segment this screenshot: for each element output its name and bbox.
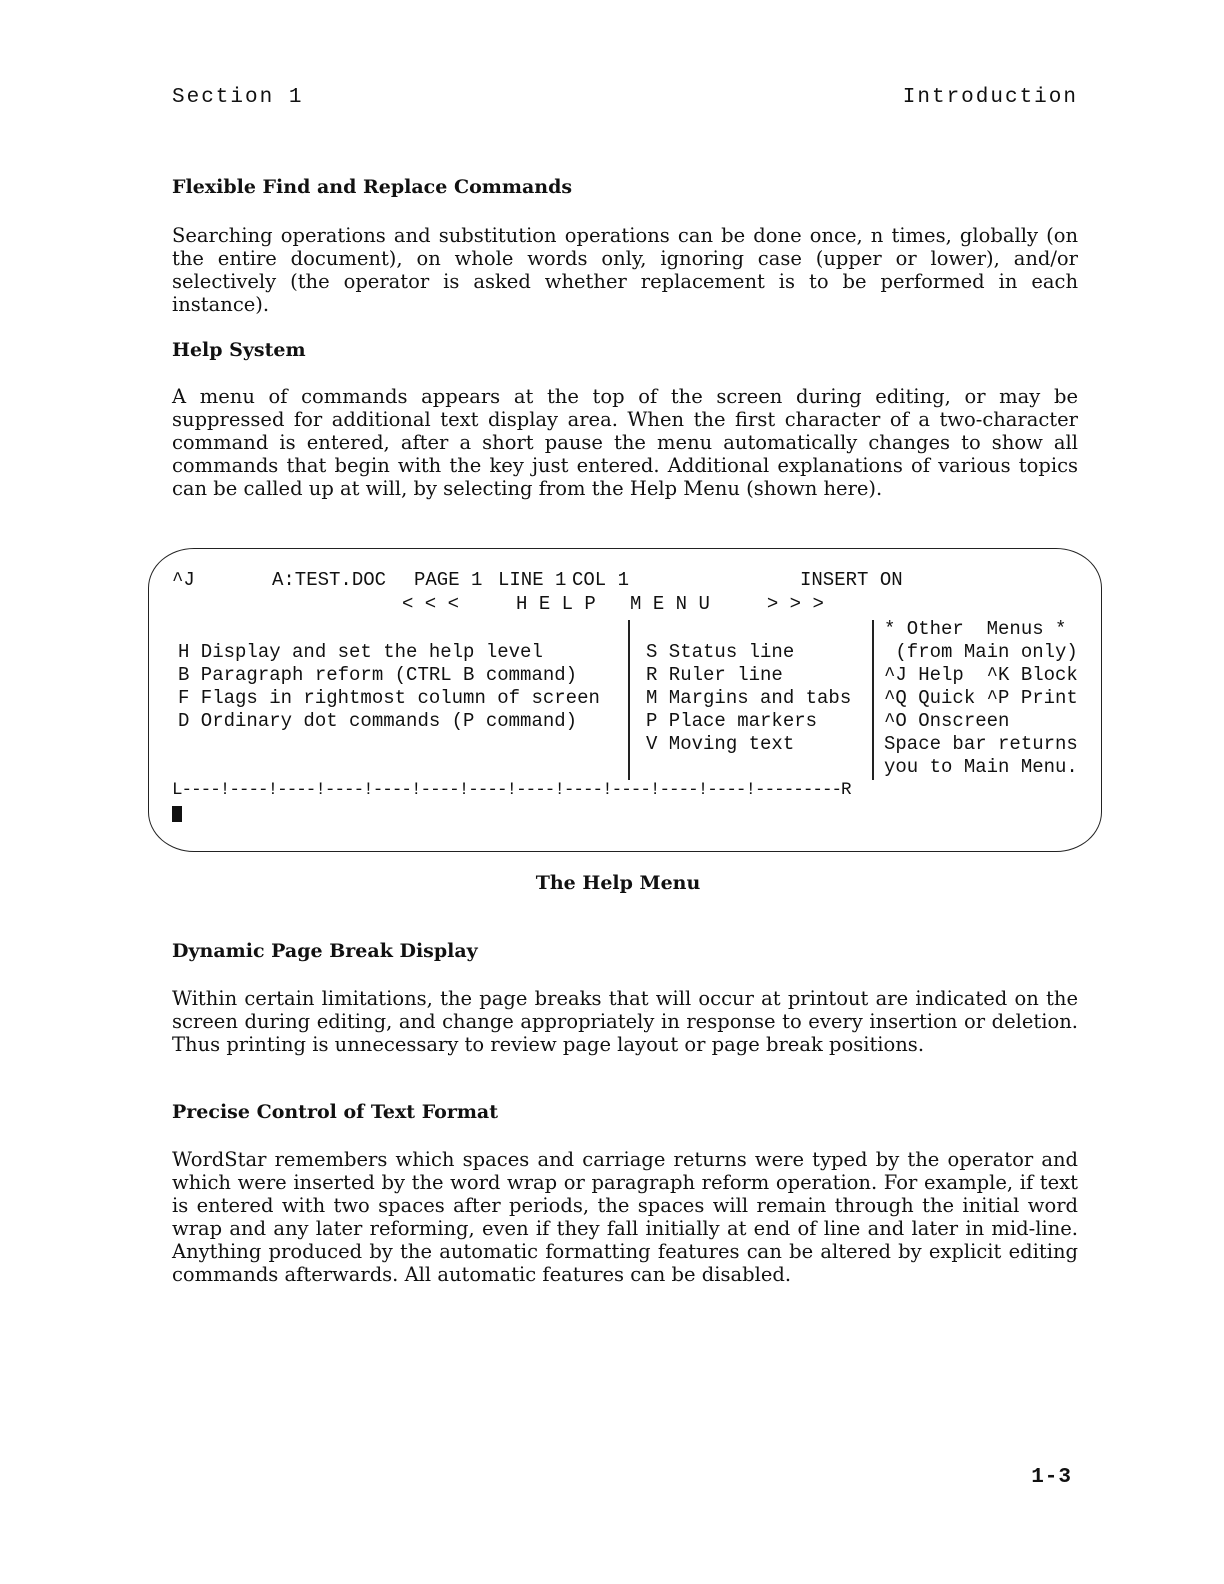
ruler-line: L----!----!----!----!----!----!----!----!----!----!----!----!---------R (172, 780, 851, 800)
menu-item-moving-text: V Moving text (646, 733, 795, 755)
heading-text-format: Precise Control of Text Format (172, 1101, 499, 1123)
page-number: 1-3 (1031, 1466, 1072, 1489)
heading-help-system: Help System (172, 339, 306, 361)
menu-item-flags: F Flags in rightmost column of screen (178, 687, 600, 709)
menu-item-help-level: H Display and set the help level (178, 641, 543, 663)
other-menus-onscreen: ^O Onscreen (884, 710, 1010, 732)
paragraph-help-system: A menu of commands appears at the top of the screen during editing, or may be suppressed for additional text display area. When the first character of a two-character command is entered, after a short pause the menu automatically changes to show all commands that begin with the key just entered. Additional explanations of various topics can be called up at will, by selecting from the Help Menu (shown here). (172, 385, 1078, 500)
heading-find-replace: Flexible Find and Replace Commands (172, 176, 573, 198)
other-menus-title: * Other Menus * (884, 618, 1067, 640)
status-key: ^J (172, 569, 195, 591)
column-divider-1 (628, 620, 630, 780)
other-menus-help-block: ^J Help ^K Block (884, 664, 1078, 686)
other-menus-quick-print: ^Q Quick ^P Print (884, 687, 1078, 709)
paragraph-page-break: Within certain limitations, the page breaks that will occur at printout are indicated on the screen during editing, and change appropriately in response to every insertion or deletion. Thus printing is unnecessary to review page layout or page break positions. (172, 987, 1078, 1056)
menu-item-status-line: S Status line (646, 641, 795, 663)
heading-page-break: Dynamic Page Break Display (172, 940, 478, 962)
menu-item-margins-tabs: M Margins and tabs (646, 687, 852, 709)
menu-title: < < < H E L P M E N U > > > (402, 593, 824, 615)
other-menus-note: (from Main only) (884, 641, 1078, 663)
status-mode: INSERT ON (800, 569, 903, 591)
column-divider-2 (872, 620, 874, 780)
other-menus-main-menu: you to Main Menu. (884, 756, 1078, 778)
text-cursor (172, 806, 182, 822)
status-file: A:TEST.DOC (272, 569, 387, 591)
menu-item-place-markers: P Place markers (646, 710, 818, 732)
chapter-title: Introduction (902, 86, 1078, 109)
section-label: Section 1 (172, 86, 304, 109)
menu-item-ruler-line: R Ruler line (646, 664, 783, 686)
status-col: COL 1 (572, 569, 630, 591)
menu-item-dot-commands: D Ordinary dot commands (P command) (178, 710, 578, 732)
other-menus-space-bar: Space bar returns (884, 733, 1078, 755)
figure-caption: The Help Menu (535, 872, 701, 894)
paragraph-text-format: WordStar remembers which spaces and carriage returns were typed by the operator and which were inserted by the word wrap or paragraph reform operation. For example, if text is entered with two spaces after periods, the spaces will remain through the initial word wrap and any later reforming, even if they fall initially at end of line and later in mid-line. Anything produced by the automatic formatting features can be altered by explicit editing commands afterwards. All automatic features can be disabled. (172, 1148, 1078, 1286)
menu-item-paragraph-reform: B Paragraph reform (CTRL B command) (178, 664, 578, 686)
status-line: LINE 1 (498, 569, 567, 591)
paragraph-find-replace: Searching operations and substitution operations can be done once, n times, globally (on the entire document), on whole words only, ignoring case (upper or lower), and/or selectively (the operator is asked whether replacement is to be performed in each instance). (172, 224, 1078, 316)
status-page: PAGE 1 (414, 569, 483, 591)
